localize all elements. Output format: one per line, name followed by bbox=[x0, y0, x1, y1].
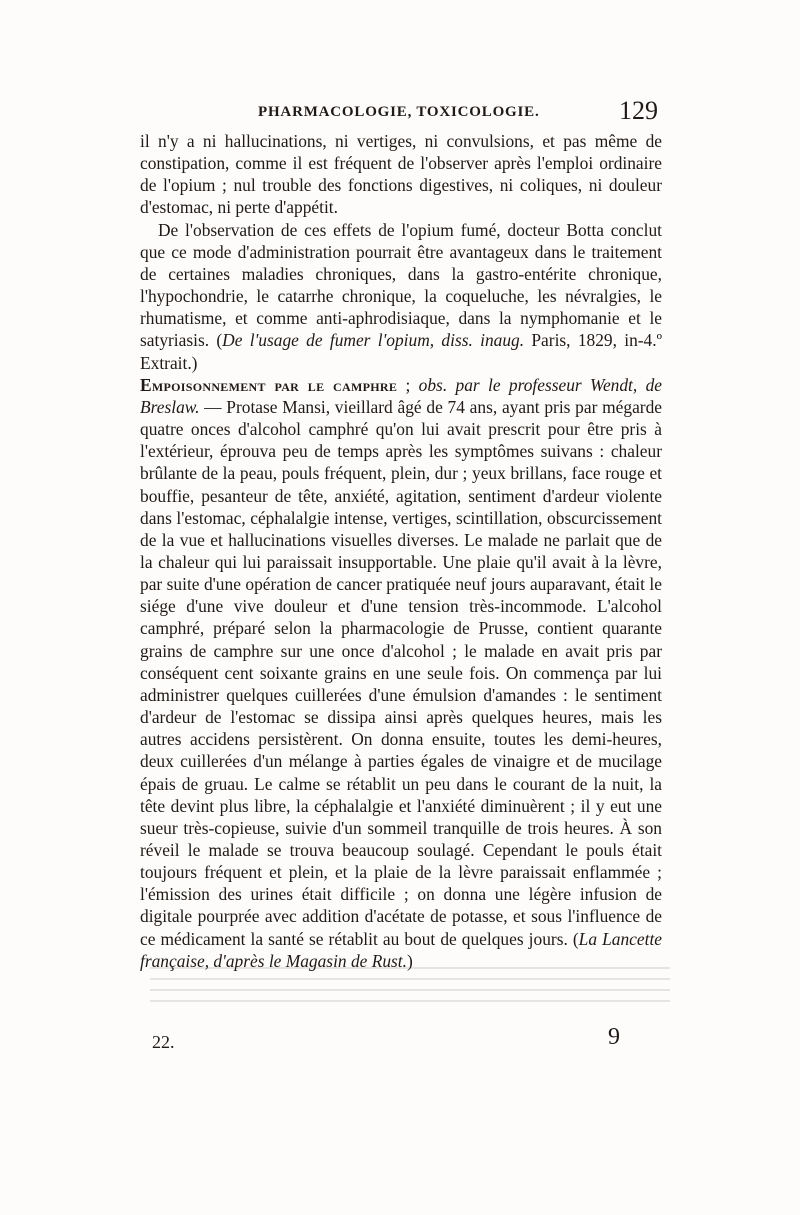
show-through-bleed bbox=[150, 958, 670, 1008]
paragraph-continuation: il n'y a ni hallucinations, ni vertiges, ni convulsions, et pas même de constipation, comme il est fréquent de l'observer après l'emploi ordinaire de l'opium ; nul trouble des fonctions digestives, ni coliques, ni douleur d'estomac, ni perte d'appétit. bbox=[140, 131, 662, 218]
body-text bbox=[140, 130, 662, 972]
botta-source-details: Paris, 1829, in-4.º Extrait.) bbox=[140, 330, 662, 373]
page-header bbox=[138, 96, 668, 128]
camphor-source-end: ) bbox=[406, 950, 413, 971]
signature-mark: 22. bbox=[152, 1032, 175, 1052]
paragraph-camphor bbox=[140, 374, 662, 972]
section-heading: Empoisonnement par le camphre bbox=[140, 374, 398, 395]
botta-source-title: De l'usage de fumer l'opium, diss. inaug. bbox=[222, 330, 525, 351]
camphor-case-text: — Protase Mansi, vieillard âgé de 74 ans, ayant pris par mégarde quatre onces d'alcohol camphré qu'on lui avait prescrit pour être pris à l'extérieur, éprouva peu de temps après les symptômes suivans : chaleur brûlante de la peau, pouls fréquent, plein, dur ; yeux brillans, face rouge et bouffie, pesanteur de tête, anxiété, agitation, sentiment d'ardeur violente dans l'estomac, céphalalgie intense, vertiges, scintillation, obscurcissement de la vue et hallucinations visuelles diverses. Le malade ne parlait que de la chaleur qui lui paraissait insupportable. Une plaie qu'il avait à la lèvre, par suite d'une opération de cancer pratiquée neuf jours auparavant, était le siége d'une vive douleur et d'une tension très-incommode. L'alcohol camphré, préparé selon la pharmacologie de Prusse, contient quarante grains de camphre sur une once d'alcohol ; le malade en avait pris par conséquent cent soixante grains en une seule fois. On commença par lui administrer quelques cuillerées d'une émulsion d'amandes : le sentiment d'ardeur de l'estomac se dissipa ainsi après quelques heures, mais les autres accidens persistèrent. On donna ensuite, toutes les demi-heures, deux cuillerées d'un mélange à parties égales de vinaigre et de mucilage épais de gruau. Le calme se rétablit un peu dans le courant de la nuit, la tête devint plus libre, la céphalalgie et l'anxiété diminuèrent ; il y eut une sueur très-copieuse, suivie d'un sommeil tranquille de trois heures. À son réveil le malade se trouva beaucoup soulagé. Cependant le pouls était toujours fréquent et plein, et la plaie de la lèvre paraissait enflammée ; l'émission des urines était difficile ; on donna une légère infusion de digitale pourprée avec addition d'acétate de potasse, et sous l'influence de ce médicament la santé se rétablit au bout de quelques jours. ( bbox=[140, 396, 662, 949]
sheet-number: 9 bbox=[608, 1024, 620, 1050]
paragraph-botta bbox=[140, 219, 662, 374]
paragraph-botta-text: De l'observation de ces effets de l'opium fumé, docteur Botta conclut que ce mode d'administration pourrait être avantageux dans le traitement de certaines maladies chroniques, dans la gastro-entérite chronique, l'hypochondrie, le catarrhe chronique, la coqueluche, les névralgies, le rhumatisme, et comme anti-aphrodisiaque, dans la nymphomanie et le satyriasis. ( bbox=[140, 219, 662, 351]
heading-separator: ; bbox=[397, 374, 419, 395]
page-number: 129 bbox=[619, 96, 658, 125]
running-title: PHARMACOLOGIE, TOXICOLOGIE. bbox=[258, 104, 540, 120]
camphor-source-title: La Lancette française, d'après le Magasin de Rust. bbox=[140, 928, 662, 971]
page-footer bbox=[140, 1024, 660, 1064]
observation-credit: obs. par le professeur Wendt, de Breslaw. bbox=[140, 374, 662, 417]
